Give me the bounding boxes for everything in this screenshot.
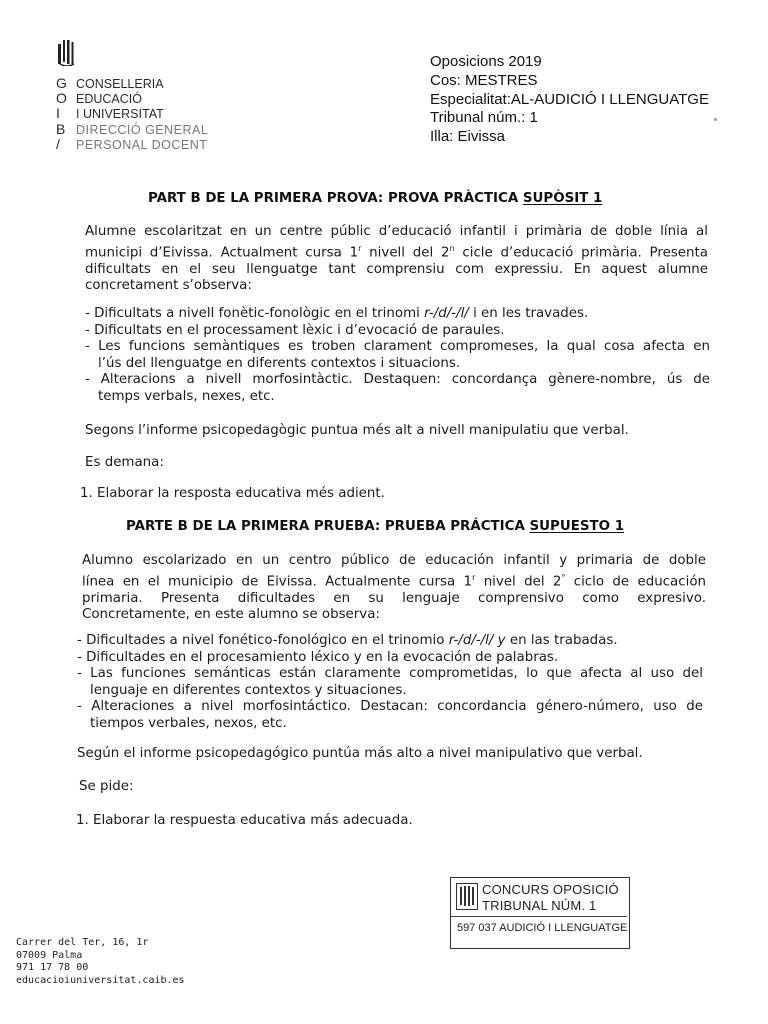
catalan-report-note: Segons l’informe psicopedagògic puntua més alt a nivell manipulatiu que verbal.	[85, 423, 629, 438]
list-item: - Dificultats en el processament lèxic i d’evocació de paraules.	[85, 322, 505, 338]
govern-balear-emblem-icon	[57, 40, 77, 66]
list-item: - Dificultats a nivell fonètic-fonològic en el trinomi r-/d/-/l/ i en les travades.	[85, 306, 589, 321]
catalan-intro-paragraph: Alumne escolaritzat en un centre públic d’educació infantil i primària de doble línia al municipi d’Eivissa. Actualment cursa 1$^r$ nivell del 2$^n$ cicle d’educació primària. Presenta dificultats en el seu llenguatge tant comprensiu com expressiu. En aquest alumne concretament s’observa:	[85, 224, 708, 294]
stamp-emblem-icon	[456, 883, 478, 910]
footer-address	[16, 937, 185, 987]
logo-row: / PERSONAL DOCENT	[56, 135, 208, 152]
stamp-line-1: CONCURS OPOSICIÓ	[482, 882, 619, 897]
header-line-year: Oposicions 2019	[430, 53, 542, 70]
catalan-observation-list: - Dificultats a nivell fonètic-fonològic en el trinomi r-/d/-/l/ i en les travades. - Dificultats en el processament lèxic i d’evocació de paraules. - Les funcions semàntiques es troben clarament compromeses, la qual cosa afecta en l’ús del llenguatge en diferents contextos i situacions. - Alteracions a nivell morfosintàctic. Destaquen: concordança gènere-nombre, ús de temps verbals, nexes, etc.	[85, 306, 710, 404]
list-item: - Las funciones semánticas están claramente comprometidas, lo que afecta al uso del	[77, 666, 703, 682]
spanish-section-title: PARTE B DE LA PRIMERA PRUEBA: PRUEBA PRÁCTICA SUPUESTO 1	[126, 519, 625, 534]
stamp-line-2: TRIBUNAL NÚM. 1	[482, 898, 597, 913]
header-line-tribunal: Tribunal núm.: 1	[430, 109, 538, 127]
spanish-report-note: Según el informe psicopedagógico puntúa más alto a nivel manipulativo que verbal.	[77, 746, 643, 761]
ministry-logo-text	[56, 76, 216, 152]
spanish-task: 1. Elaborar la respuesta educativa más adecuada.	[76, 813, 413, 828]
catalan-ask-label: Es demana:	[85, 455, 164, 470]
footer-phone: 971 17 78 00	[16, 962, 89, 973]
logo-row: G CONSELLERIA	[56, 75, 164, 91]
exam-header-info	[430, 53, 709, 147]
spanish-case-label: SUPUESTO 1	[529, 519, 625, 534]
list-item: - Dificultades en el procesamiento léxico y en la evocación de palabras.	[77, 649, 559, 665]
catalan-case-label: SUPÒSIT 1	[522, 191, 603, 206]
spanish-ask-label: Se pide:	[79, 779, 134, 794]
catalan-section-title: PART B DE LA PRIMERA PROVA: PROVA PRÀCTICA SUPÒSIT 1	[148, 191, 603, 206]
footer-postal: 07009 Palma	[16, 949, 83, 961]
catalan-task: 1. Elaborar la resposta educativa més adient.	[80, 486, 385, 501]
scan-speck	[714, 118, 717, 121]
list-item: - Alteracions a nivell morfosintàctic. Destaquen: concordança gènere-nombre, ús de	[85, 372, 710, 388]
header-line-body: Cos: MESTRES	[430, 71, 538, 89]
tribunal-stamp	[450, 877, 630, 949]
list-item: - Alteraciones a nivel morfosintáctico. Destacan: concordancia género-número, uso de	[77, 699, 703, 715]
list-item: - Les funcions semàntiques es troben clarament compromeses, la qual cosa afecta en	[85, 339, 710, 355]
list-item: - Dificultades a nivel fonético-fonológico en el trinomio r-/d/-/l/ y en las trabadas.	[77, 633, 618, 648]
spanish-intro-paragraph: Alumno escolarizado en un centro público de educación infantil y primaria de doble línea en el municipio de Eivissa. Actualmente cursa 1$^r$ nivel del 2° ciclo de educación primaria. Presenta dificultades en su lenguaje comprensivo como expresivo. Concretamente, en este alumno se observa:	[82, 553, 707, 623]
stamp-line-3: 597 037 AUDICIÓ I LLENGUATGE	[457, 922, 628, 934]
header-line-island: Illa: Eivissa	[430, 128, 506, 146]
logo-row: O EDUCACIÓ	[56, 90, 142, 107]
logo-row: I I UNIVERSITAT	[56, 105, 164, 122]
spanish-observation-list: - Dificultades a nivel fonético-fonológico en el trinomio r-/d/-/l/ y en las trabadas. - Dificultades en el procesamiento léxico y en la evocación de palabras. - Las funciones semánticas están claramente comprometidas, lo que afecta al uso del lenguaje en diferentes contextos y situaciones. - Alteraciones a nivel morfosintáctico. Destacan: concordancia género-número, uso de tiempos verbales, nexos, etc.	[77, 633, 703, 731]
logo-row: B DIRECCIÓ GENERAL	[56, 120, 209, 137]
footer-street: Carrer del Ter, 16, 1r	[16, 937, 149, 948]
header-line-specialty: Especialitat:AL-AUDICIÓ I LLENGUATGE	[430, 90, 709, 108]
footer-website: educacioiuniversitat.caib.es	[16, 974, 185, 986]
